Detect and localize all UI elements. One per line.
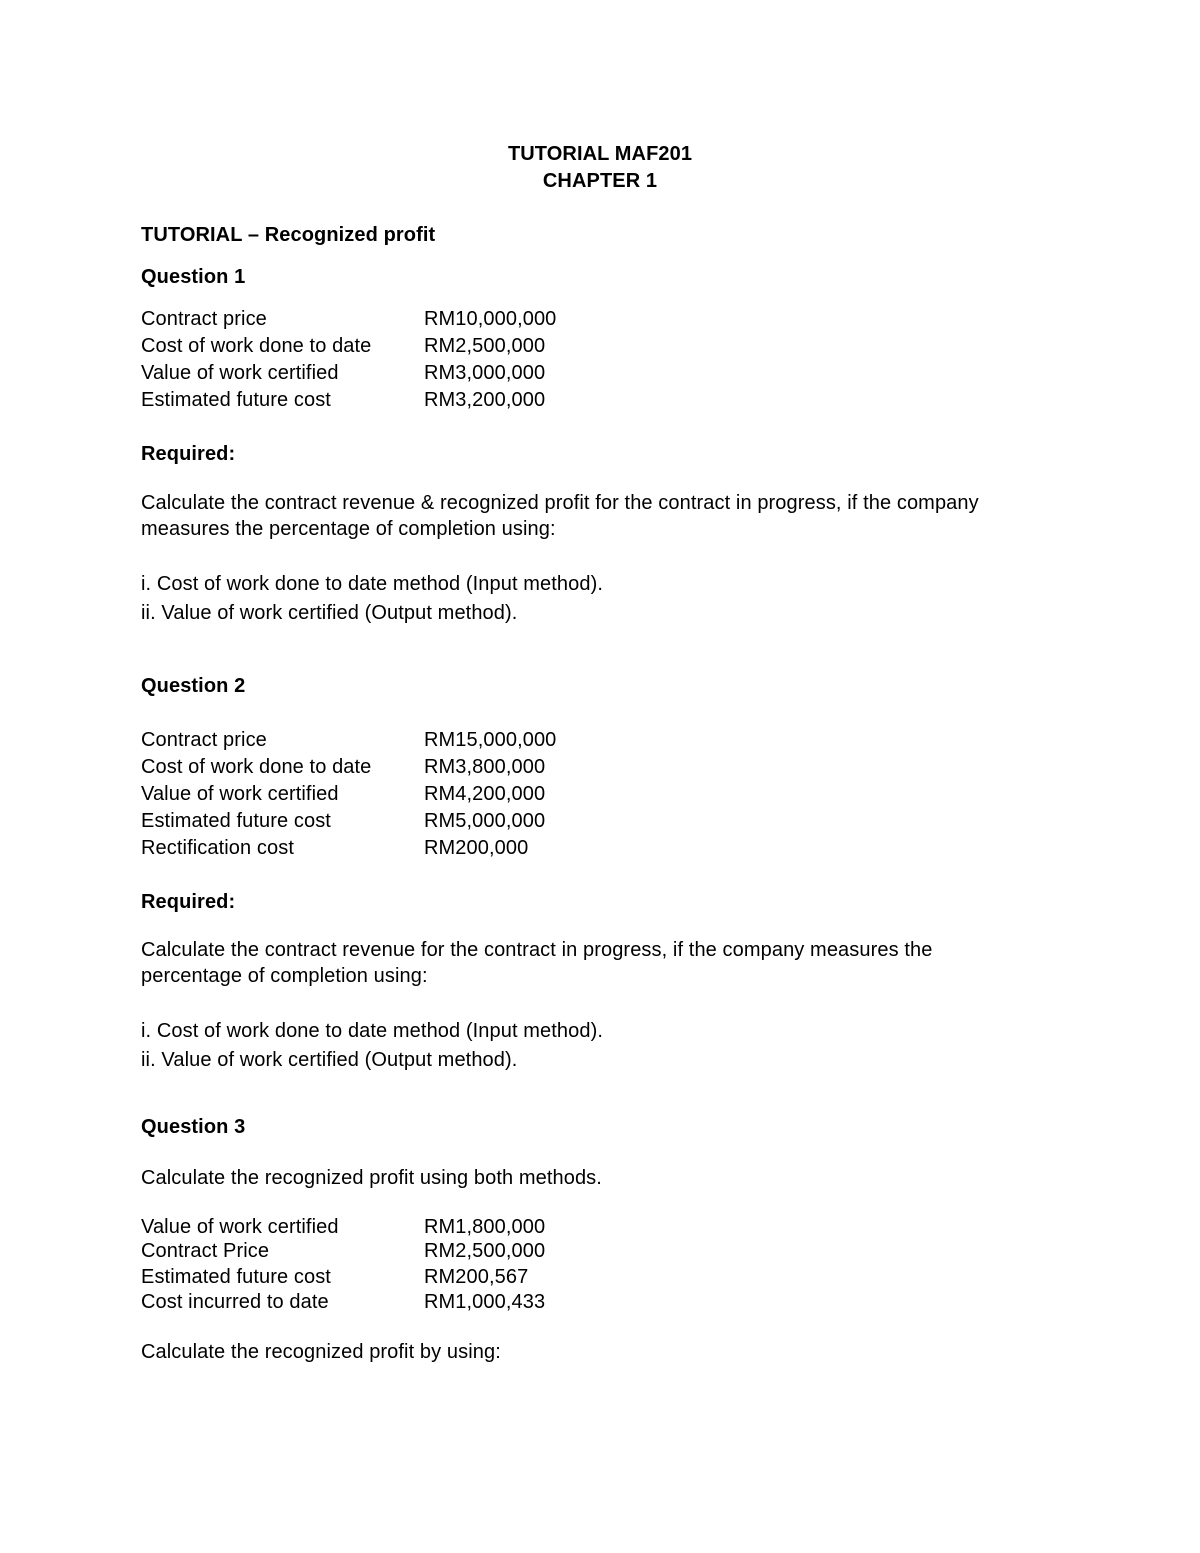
q2-value-rectification-cost: RM200,000 (424, 837, 529, 859)
question-3-heading: Question 3 (141, 1116, 246, 1138)
q1-instruction-line2: measures the percentage of completion using: (141, 518, 556, 540)
q2-value-contract-price: RM15,000,000 (424, 729, 557, 751)
q3-value-future-cost: RM200,567 (424, 1266, 529, 1288)
q1-option-ii: ii. Value of work certified (Output method). (141, 602, 518, 624)
section-title: TUTORIAL – Recognized profit (141, 224, 436, 246)
q1-required: Required: (141, 443, 236, 465)
q1-value-value-certified: RM3,000,000 (424, 362, 546, 384)
chapter-title: CHAPTER 1 (542, 170, 658, 192)
q1-label-contract-price: Contract price (141, 308, 267, 330)
q1-option-i: i. Cost of work done to date method (Input method). (141, 573, 604, 595)
q1-value-future-cost: RM3,200,000 (424, 389, 546, 411)
q2-label-cost-of-work: Cost of work done to date (141, 756, 372, 778)
q3-value-value-certified: RM1,800,000 (424, 1216, 546, 1238)
q3-label-value-certified: Value of work certified (141, 1216, 339, 1238)
q3-value-cost-incurred: RM1,000,433 (424, 1291, 546, 1313)
q2-label-value-certified: Value of work certified (141, 783, 339, 805)
question-1-heading: Question 1 (141, 266, 246, 288)
q3-label-contract-price: Contract Price (141, 1240, 270, 1262)
q2-instruction-line2: percentage of completion using: (141, 965, 428, 987)
q2-required: Required: (141, 891, 236, 913)
q1-value-contract-price: RM10,000,000 (424, 308, 557, 330)
q1-value-cost-of-work: RM2,500,000 (424, 335, 546, 357)
q2-label-future-cost: Estimated future cost (141, 810, 331, 832)
document-title: TUTORIAL MAF201 (507, 143, 693, 165)
q1-label-value-certified: Value of work certified (141, 362, 339, 384)
q3-label-cost-incurred: Cost incurred to date (141, 1291, 329, 1313)
q2-label-rectification-cost: Rectification cost (141, 837, 294, 859)
q3-closing: Calculate the recognized profit by using: (141, 1341, 501, 1363)
q1-label-future-cost: Estimated future cost (141, 389, 331, 411)
q2-option-i: i. Cost of work done to date method (Input method). (141, 1020, 604, 1042)
q1-instruction-line1: Calculate the contract revenue & recognized profit for the contract in progress, if the company (141, 492, 979, 514)
question-2-heading: Question 2 (141, 675, 246, 697)
q3-intro: Calculate the recognized profit using both methods. (141, 1167, 602, 1189)
q2-label-contract-price: Contract price (141, 729, 267, 751)
q2-instruction-line1: Calculate the contract revenue for the contract in progress, if the company measures the (141, 939, 933, 961)
q1-label-cost-of-work: Cost of work done to date (141, 335, 372, 357)
q2-value-future-cost: RM5,000,000 (424, 810, 546, 832)
q2-option-ii: ii. Value of work certified (Output method). (141, 1049, 518, 1071)
q2-value-cost-of-work: RM3,800,000 (424, 756, 546, 778)
q2-value-value-certified: RM4,200,000 (424, 783, 546, 805)
q3-value-contract-price: RM2,500,000 (424, 1240, 546, 1262)
q3-label-future-cost: Estimated future cost (141, 1266, 331, 1288)
